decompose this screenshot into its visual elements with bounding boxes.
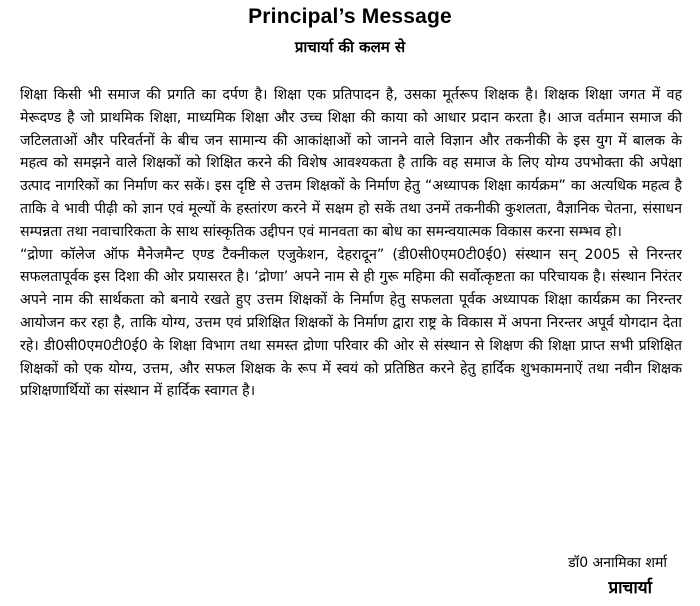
message-paragraph-1: शिक्षा किसी भी समाज की प्रगति का दर्पण है। शिक्षा एक प्रतिपादन है, उसका मूर्तरूप शिक्षक है। शिक्षक शिक्षा जगत में वह मेरूदण्ड है जो प्राथमिक शिक्षा, माध्यमिक शिक्षा और उच्च शिक्षा की काया को आधार प्रदान करता है। आज वर्तमान समाज की जटिलताओं और परिवर्तनों के बीच जन सामान्य की आकांक्षाओं को जानने वाले विज्ञान और तकनीकी के इस युग में बालक के महत्व को समझने वाले शिक्षकों को शिक्षित करने की विशेष आवश्यकता है ताकि वह समाज के लिए योग्य उपभोक्ता की अपेक्षा उत्पाद नागरिकों का निर्माण कर सकें। इस दृष्टि से उत्तम शिक्षकों के निर्माण हेतु “अध्यापक शिक्षा कार्यक्रम” का अत्यधिक महत्व है ताकि वे भावी पीढ़ी को ज्ञान एवं मूल्यों के हस्तांरण करने में सक्षम हो सकें तथा उनमें तकनीकी कुशलता, वैज्ञानिक चेतना, संसाधन सम्पन्नता तथा नवाचारिकता के साथ सांस्कृतिक उद्दीपन एवं मानवता का बोध का समन्वयात्मक विकास करना सम्भव हो। bbox=[20, 87, 682, 240]
signature-name: डॉ0 अनामिका शर्मा bbox=[568, 555, 667, 571]
message-paragraph-2: “द्रोणा कॉलेज ऑफ मैनेजमैन्ट एण्ड टैक्नीकल एजुकेशन, देहरादून” (डी0सी0एम0टी0ई0) संस्थान सन् 2005 से निरन्तर सफलतापूर्वक इस दिशा की ओर प्रयासरत है। ‘द्रोणा’ अपने नाम से ही गुरू महिमा की सर्वोत्कृष्टता का परिचायक है। संस्थान निरंतर अपने नाम की सार्थकता को बनाये रखते हुए उत्तम शिक्षकों के निर्माण हेतु सफलता पूर्वक अध्यापक शिक्षा कार्यक्रम का निरन्तर आयोजन कर रहा है, ताकि योग्य, उत्तम एवं प्रशिक्षित शिक्षकों के निर्माण द्वारा राष्ट्र के विकास में अपना निरन्तर अपूर्व योगदान देता रहे। डी0सी0एम0टी0ई0 के शिक्षा विभाग तथा समस्त द्रोणा परिवार की ओर से संस्थान से शिक्षण की शिक्षा प्राप्त सभी प्रशिक्षित शिक्षकों को एक योग्य, उत्तम, और सफल शिक्षक के रूप में स्वयं को प्रतिष्ठित करने हेतु हार्दिक शुभकामनाऐं तथा नवीन शिक्षक प्रशिक्षणार्थियों का संस्थान में हार्दिक स्वागत है। bbox=[20, 246, 682, 400]
page-title: Principal’s Message bbox=[248, 5, 452, 28]
message-body bbox=[20, 84, 682, 403]
page-subtitle: प्राचार्या की कलम से bbox=[294, 38, 406, 56]
signature-title: प्राचार्या bbox=[608, 578, 652, 598]
